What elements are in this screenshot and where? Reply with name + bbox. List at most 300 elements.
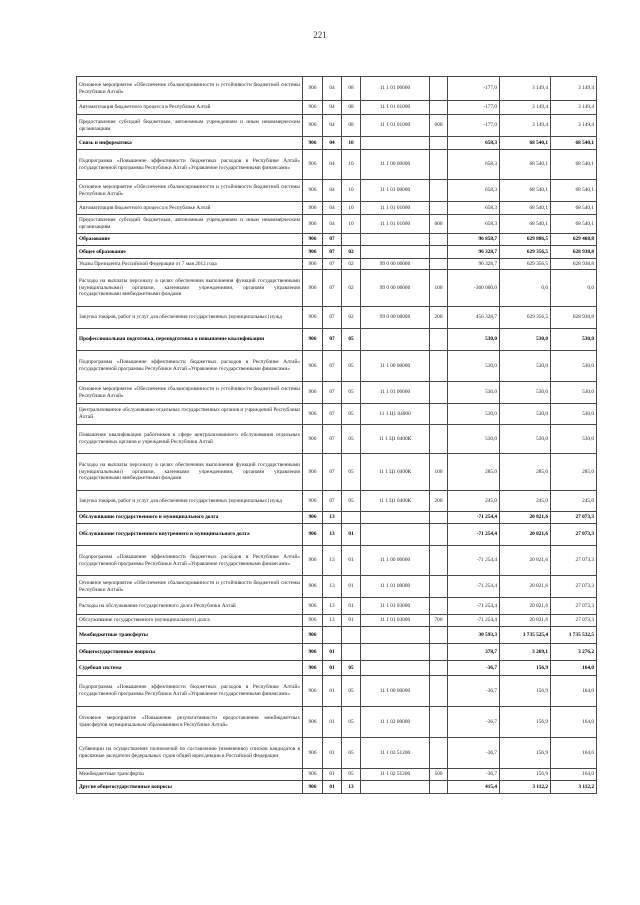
row-subsection-code: 05 bbox=[342, 351, 361, 382]
row-subsection-code: 10 bbox=[342, 137, 361, 150]
row-name: Основное мероприятие «Обеспечение сбалансированности и устойчивости бюджетной системы Республики Алтай» bbox=[77, 180, 303, 202]
row-grbs-code: 906 bbox=[303, 491, 323, 512]
row-target-article-code: 11 1 01 01000 bbox=[361, 115, 430, 137]
row-target-article-code: 11 1 Ц1 0400К bbox=[361, 491, 430, 512]
row-name: Предоставление субсидий бюджетным, автономным учреждениям и иным некоммерческим организациям bbox=[77, 115, 303, 137]
row-subsection-code: 02 bbox=[342, 246, 361, 259]
row-amount-next-year: 629 356,5 bbox=[500, 246, 551, 259]
row-section-code: 04 bbox=[323, 202, 342, 215]
table-row bbox=[77, 546, 597, 576]
row-expense-type-code bbox=[430, 738, 448, 769]
page-number: 221 bbox=[313, 30, 327, 40]
row-subsection-code: 08 bbox=[342, 77, 361, 101]
row-expense-type-code bbox=[430, 644, 448, 661]
row-amount-following-year: 628 938,8 bbox=[551, 246, 597, 259]
row-target-article-code: 11 1 01 01000 bbox=[361, 101, 430, 115]
row-amount-change: 530,0 bbox=[448, 329, 500, 351]
row-name: Автоматизация бюджетного процесса в Республике Алтай bbox=[77, 101, 303, 115]
row-amount-next-year: 68 540,1 bbox=[500, 215, 551, 234]
row-amount-following-year: 27 073,3 bbox=[551, 615, 597, 627]
row-grbs-code: 906 bbox=[303, 150, 323, 180]
row-section-code: 04 bbox=[323, 115, 342, 137]
row-expense-type-code: 100 bbox=[430, 270, 448, 307]
row-amount-next-year: 156,9 bbox=[500, 676, 551, 707]
row-amount-next-year: 20 821,6 bbox=[500, 546, 551, 576]
table-row bbox=[77, 769, 597, 781]
row-name: Предоставление субсидий бюджетным, автономным учреждениям и иным некоммерческим организациям bbox=[77, 215, 303, 234]
row-amount-following-year: 27 073,3 bbox=[551, 512, 597, 524]
row-target-article-code: 11 1 01 01000 bbox=[361, 215, 430, 234]
row-amount-next-year: 68 540,1 bbox=[500, 150, 551, 180]
row-grbs-code: 906 bbox=[303, 234, 323, 246]
row-section-code: 07 bbox=[323, 491, 342, 512]
row-section-code: 04 bbox=[323, 150, 342, 180]
row-expense-type-code bbox=[430, 246, 448, 259]
row-amount-next-year: 285,0 bbox=[500, 454, 551, 491]
row-amount-change: 530,0 bbox=[448, 404, 500, 425]
row-amount-next-year: 629 356,5 bbox=[500, 259, 551, 270]
row-amount-change: -71 254,4 bbox=[448, 598, 500, 615]
row-amount-change: -360 000,0 bbox=[448, 270, 500, 307]
row-section-code: 13 bbox=[323, 615, 342, 627]
row-amount-next-year: 156,9 bbox=[500, 661, 551, 676]
row-subsection-code: 05 bbox=[342, 707, 361, 738]
table-row bbox=[77, 404, 597, 425]
row-name: Расходы на обслуживание государственного долга Республики Алтай bbox=[77, 598, 303, 615]
row-subsection-code: 10 bbox=[342, 150, 361, 180]
row-amount-change: 415,4 bbox=[448, 781, 500, 794]
row-subsection-code bbox=[342, 627, 361, 644]
row-grbs-code: 906 bbox=[303, 615, 323, 627]
row-amount-following-year: 3 149,4 bbox=[551, 115, 597, 137]
row-name: Указы Президента Российской Федерации от 7 мая 2012 года bbox=[77, 259, 303, 270]
row-subsection-code: 05 bbox=[342, 404, 361, 425]
row-grbs-code: 906 bbox=[303, 137, 323, 150]
row-expense-type-code bbox=[430, 425, 448, 454]
row-expense-type-code bbox=[430, 351, 448, 382]
row-section-code: 04 bbox=[323, 101, 342, 115]
row-grbs-code: 906 bbox=[303, 246, 323, 259]
row-grbs-code: 906 bbox=[303, 404, 323, 425]
row-subsection-code: 10 bbox=[342, 215, 361, 234]
row-target-article-code bbox=[361, 512, 430, 524]
row-amount-next-year: 20 821,6 bbox=[500, 598, 551, 615]
row-grbs-code: 906 bbox=[303, 769, 323, 781]
row-section-code: 04 bbox=[323, 77, 342, 101]
row-expense-type-code bbox=[430, 150, 448, 180]
row-amount-following-year: 68 540,1 bbox=[551, 180, 597, 202]
row-name: Другие общегосударственные вопросы bbox=[77, 781, 303, 794]
row-grbs-code: 906 bbox=[303, 329, 323, 351]
table-row bbox=[77, 351, 597, 382]
row-amount-next-year: 3 112,2 bbox=[500, 781, 551, 794]
row-amount-following-year: 27 073,3 bbox=[551, 546, 597, 576]
row-section-code: 13 bbox=[323, 598, 342, 615]
row-amount-change: -71 254,4 bbox=[448, 576, 500, 598]
row-amount-next-year: 68 540,1 bbox=[500, 180, 551, 202]
row-expense-type-code bbox=[430, 101, 448, 115]
row-amount-change: -177,0 bbox=[448, 115, 500, 137]
row-amount-following-year: 530,0 bbox=[551, 382, 597, 404]
row-amount-change: 658,3 bbox=[448, 202, 500, 215]
row-section-code: 01 bbox=[323, 781, 342, 794]
row-name: Расходы на выплаты персоналу в целях обеспечения выполнения функций государственными (муниципальными) органами, казенными учреждениями, органами управления государственными внебюджетными фондами bbox=[77, 454, 303, 491]
row-grbs-code: 906 bbox=[303, 454, 323, 491]
row-name: Межбюджетные трансферты bbox=[77, 627, 303, 644]
row-section-code: 07 bbox=[323, 454, 342, 491]
table-row bbox=[77, 215, 597, 234]
row-grbs-code: 906 bbox=[303, 661, 323, 676]
row-amount-change: 530,0 bbox=[448, 351, 500, 382]
row-target-article-code: 11 1 02 51200 bbox=[361, 738, 430, 769]
row-grbs-code: 906 bbox=[303, 738, 323, 769]
row-amount-change: 245,0 bbox=[448, 491, 500, 512]
row-section-code: 13 bbox=[323, 546, 342, 576]
row-expense-type-code bbox=[430, 707, 448, 738]
row-name: Закупка товаров, работ и услуг для обеспечения государственных (муниципальных) нужд bbox=[77, 307, 303, 329]
row-expense-type-code: 600 bbox=[430, 115, 448, 137]
row-section-code: 13 bbox=[323, 576, 342, 598]
row-amount-following-year: 164,0 bbox=[551, 769, 597, 781]
row-subsection-code: 01 bbox=[342, 524, 361, 546]
row-subsection-code: 05 bbox=[342, 769, 361, 781]
table-row bbox=[77, 661, 597, 676]
row-subsection-code: 05 bbox=[342, 382, 361, 404]
row-target-article-code: 11 1 Ц1 04000 bbox=[361, 404, 430, 425]
row-name: Подпрограмма «Повышение эффективности бюджетных расходов в Республике Алтай» государственной программы Республики Алтай «Управление государственными финансами» bbox=[77, 351, 303, 382]
row-expense-type-code bbox=[430, 598, 448, 615]
row-expense-type-code bbox=[430, 329, 448, 351]
table-row bbox=[77, 707, 597, 738]
row-name: Обслуживание государственного (муниципального) долга bbox=[77, 615, 303, 627]
row-amount-next-year: 3 149,4 bbox=[500, 115, 551, 137]
table-row bbox=[77, 491, 597, 512]
row-subsection-code: 05 bbox=[342, 661, 361, 676]
row-amount-following-year: 27 073,3 bbox=[551, 524, 597, 546]
row-expense-type-code bbox=[430, 137, 448, 150]
row-section-code: 01 bbox=[323, 738, 342, 769]
table-row bbox=[77, 738, 597, 769]
row-amount-following-year: 245,0 bbox=[551, 491, 597, 512]
row-amount-next-year: 629 886,5 bbox=[500, 234, 551, 246]
row-target-article-code: 99 0 00 00000 bbox=[361, 307, 430, 329]
row-target-article-code: 11 1 00 00000 bbox=[361, 150, 430, 180]
row-subsection-code: 05 bbox=[342, 329, 361, 351]
row-amount-change: 658,3 bbox=[448, 215, 500, 234]
table-row bbox=[77, 425, 597, 454]
row-subsection-code: 10 bbox=[342, 180, 361, 202]
row-amount-change: -71 254,4 bbox=[448, 615, 500, 627]
row-amount-following-year: 164,0 bbox=[551, 676, 597, 707]
row-target-article-code: 11 1 00 00000 bbox=[361, 676, 430, 707]
row-amount-change: -71 254,4 bbox=[448, 546, 500, 576]
table-row bbox=[77, 454, 597, 491]
row-amount-following-year: 164,0 bbox=[551, 661, 597, 676]
row-target-article-code bbox=[361, 524, 430, 546]
row-name: Закупка товаров, работ и услуг для обеспечения государственных (муниципальных) нужд bbox=[77, 491, 303, 512]
table-row bbox=[77, 627, 597, 644]
row-amount-change: -71 254,4 bbox=[448, 512, 500, 524]
row-amount-next-year: 68 540,1 bbox=[500, 137, 551, 150]
row-amount-following-year: 68 540,1 bbox=[551, 150, 597, 180]
row-amount-following-year: 27 073,3 bbox=[551, 598, 597, 615]
row-expense-type-code bbox=[430, 77, 448, 101]
row-target-article-code: 11 1 02 51200 bbox=[361, 769, 430, 781]
row-amount-following-year: 530,0 bbox=[551, 329, 597, 351]
row-section-code: 07 bbox=[323, 382, 342, 404]
row-target-article-code: 11 1 01 00000 bbox=[361, 576, 430, 598]
row-subsection-code: 08 bbox=[342, 101, 361, 115]
table-row bbox=[77, 180, 597, 202]
row-target-article-code: 99 0 00 00000 bbox=[361, 259, 430, 270]
row-grbs-code: 906 bbox=[303, 512, 323, 524]
row-section-code: 07 bbox=[323, 329, 342, 351]
row-section-code: 07 bbox=[323, 351, 342, 382]
row-amount-following-year: 3 149,4 bbox=[551, 77, 597, 101]
row-amount-following-year: 285,0 bbox=[551, 454, 597, 491]
row-name: Основное мероприятие «Обеспечение сбалансированности и устойчивости бюджетной системы Республики Алтай» bbox=[77, 382, 303, 404]
row-amount-next-year: 20 821,6 bbox=[500, 524, 551, 546]
row-amount-change: 96 328,7 bbox=[448, 259, 500, 270]
row-amount-next-year: 245,0 bbox=[500, 491, 551, 512]
row-amount-following-year: 628 938,8 bbox=[551, 307, 597, 329]
row-subsection-code: 01 bbox=[342, 576, 361, 598]
table-row bbox=[77, 202, 597, 215]
table-row bbox=[77, 382, 597, 404]
row-subsection-code: 05 bbox=[342, 491, 361, 512]
row-subsection-code: 02 bbox=[342, 270, 361, 307]
row-expense-type-code bbox=[430, 234, 448, 246]
row-target-article-code bbox=[361, 781, 430, 794]
row-name: Обслуживание государственного и муниципального долга bbox=[77, 512, 303, 524]
table-row bbox=[77, 101, 597, 115]
row-amount-next-year: 156,9 bbox=[500, 707, 551, 738]
row-name: Общее образование bbox=[77, 246, 303, 259]
row-section-code: 01 bbox=[323, 644, 342, 661]
row-amount-change: 456 328,7 bbox=[448, 307, 500, 329]
row-amount-change: -36,7 bbox=[448, 676, 500, 707]
row-amount-following-year: 27 073,3 bbox=[551, 576, 597, 598]
row-amount-next-year: 20 821,6 bbox=[500, 576, 551, 598]
row-grbs-code: 906 bbox=[303, 77, 323, 101]
row-name: Повышение квалификации работников в сфере централизованного обслуживания отдельных государственных органов и учреждений Республики Алтай bbox=[77, 425, 303, 454]
row-amount-change: -177,0 bbox=[448, 101, 500, 115]
row-target-article-code bbox=[361, 246, 430, 259]
row-target-article-code bbox=[361, 661, 430, 676]
row-grbs-code: 906 bbox=[303, 546, 323, 576]
row-amount-next-year: 156,9 bbox=[500, 738, 551, 769]
row-grbs-code: 906 bbox=[303, 707, 323, 738]
row-section-code: 13 bbox=[323, 524, 342, 546]
row-amount-next-year: 3 149,4 bbox=[500, 77, 551, 101]
row-section-code: 07 bbox=[323, 270, 342, 307]
row-target-article-code: 11 1 02 00000 bbox=[361, 707, 430, 738]
row-amount-following-year: 530,0 bbox=[551, 425, 597, 454]
row-amount-next-year: 1 735 525,4 bbox=[500, 627, 551, 644]
row-expense-type-code bbox=[430, 404, 448, 425]
row-amount-change: 96 858,7 bbox=[448, 234, 500, 246]
row-name: Основное мероприятие «Обеспечение сбалансированности и устойчивости бюджетной системы Республики Алтай» bbox=[77, 576, 303, 598]
row-expense-type-code bbox=[430, 382, 448, 404]
row-expense-type-code: 700 bbox=[430, 615, 448, 627]
row-name: Профессиональная подготовка, переподготовка и повышение квалификации bbox=[77, 329, 303, 351]
row-section-code: 01 bbox=[323, 676, 342, 707]
row-expense-type-code bbox=[430, 202, 448, 215]
row-amount-following-year: 629 468,8 bbox=[551, 234, 597, 246]
row-amount-following-year: 0,0 bbox=[551, 270, 597, 307]
table-row bbox=[77, 576, 597, 598]
row-subsection-code bbox=[342, 234, 361, 246]
row-amount-next-year: 530,0 bbox=[500, 404, 551, 425]
row-amount-change: -177,0 bbox=[448, 77, 500, 101]
table-row bbox=[77, 270, 597, 307]
row-amount-change: 658,3 bbox=[448, 150, 500, 180]
row-target-article-code: 99 0 00 00000 bbox=[361, 270, 430, 307]
row-amount-following-year: 3 276,2 bbox=[551, 644, 597, 661]
row-section-code: 07 bbox=[323, 404, 342, 425]
row-amount-change: -71 254,4 bbox=[448, 524, 500, 546]
row-grbs-code: 906 bbox=[303, 598, 323, 615]
row-amount-next-year: 530,0 bbox=[500, 425, 551, 454]
row-expense-type-code bbox=[430, 524, 448, 546]
row-amount-following-year: 3 112,2 bbox=[551, 781, 597, 794]
row-subsection-code: 05 bbox=[342, 676, 361, 707]
row-expense-type-code bbox=[430, 512, 448, 524]
row-grbs-code: 906 bbox=[303, 307, 323, 329]
row-name: Основное мероприятие «Обеспечение сбалансированности и устойчивости бюджетной системы Республики Алтай» bbox=[77, 77, 303, 101]
row-amount-change: -36,7 bbox=[448, 707, 500, 738]
row-expense-type-code: 500 bbox=[430, 769, 448, 781]
row-target-article-code: 11 1 01 03000 bbox=[361, 615, 430, 627]
row-grbs-code: 906 bbox=[303, 524, 323, 546]
row-amount-next-year: 20 821,6 bbox=[500, 615, 551, 627]
row-amount-next-year: 3 269,1 bbox=[500, 644, 551, 661]
row-section-code: 04 bbox=[323, 137, 342, 150]
row-target-article-code bbox=[361, 137, 430, 150]
row-grbs-code: 906 bbox=[303, 115, 323, 137]
row-amount-next-year: 530,0 bbox=[500, 329, 551, 351]
row-name: Подпрограмма «Повышение эффективности бюджетных расходов в Республике Алтай» государственной программы Республики Алтай «Управление государственными финансами» bbox=[77, 676, 303, 707]
table-row bbox=[77, 781, 597, 794]
row-subsection-code: 10 bbox=[342, 202, 361, 215]
row-grbs-code: 906 bbox=[303, 676, 323, 707]
row-grbs-code: 906 bbox=[303, 215, 323, 234]
table-row bbox=[77, 77, 597, 101]
row-expense-type-code bbox=[430, 259, 448, 270]
row-amount-following-year: 530,0 bbox=[551, 351, 597, 382]
row-amount-following-year: 68 540,1 bbox=[551, 202, 597, 215]
row-grbs-code: 906 bbox=[303, 101, 323, 115]
row-name: Централизованное обслуживание отдельных государственных органов и учреждений Республики Алтай bbox=[77, 404, 303, 425]
row-name: Основное мероприятие «Повышение результативности предоставления межбюджетных трансфертов муниципальным образованиям в Республике Алтай» bbox=[77, 707, 303, 738]
row-name: Судебная система bbox=[77, 661, 303, 676]
table-row bbox=[77, 598, 597, 615]
row-target-article-code bbox=[361, 329, 430, 351]
row-section-code: 04 bbox=[323, 180, 342, 202]
table-row bbox=[77, 615, 597, 627]
row-amount-next-year: 156,9 bbox=[500, 769, 551, 781]
table-row bbox=[77, 676, 597, 707]
row-target-article-code: 11 1 00 00000 bbox=[361, 546, 430, 576]
table-row bbox=[77, 234, 597, 246]
row-name: Подпрограмма «Повышение эффективности бюджетных расходов в Республике Алтай» государственной программы Республики Алтай «Управление государственными финансами» bbox=[77, 546, 303, 576]
row-section-code: 07 bbox=[323, 307, 342, 329]
row-grbs-code: 906 bbox=[303, 382, 323, 404]
table-row bbox=[77, 329, 597, 351]
row-amount-next-year: 3 149,4 bbox=[500, 101, 551, 115]
row-subsection-code: 05 bbox=[342, 425, 361, 454]
row-amount-change: -36,7 bbox=[448, 661, 500, 676]
row-name: Связь и информатика bbox=[77, 137, 303, 150]
row-section-code: 01 bbox=[323, 707, 342, 738]
table-row bbox=[77, 115, 597, 137]
row-target-article-code: 11 1 Ц1 0400К bbox=[361, 425, 430, 454]
row-section-code: 07 bbox=[323, 234, 342, 246]
row-section-code: 04 bbox=[323, 215, 342, 234]
row-name: Расходы на выплаты персоналу в целях обеспечения выполнения функций государственными (муниципальными) органами, казенными учреждениями, органами управления государственными внебюджетными фондами bbox=[77, 270, 303, 307]
table-row bbox=[77, 259, 597, 270]
row-amount-following-year: 1 735 532,5 bbox=[551, 627, 597, 644]
row-section-code: 07 bbox=[323, 425, 342, 454]
row-amount-next-year: 20 821,6 bbox=[500, 512, 551, 524]
row-amount-following-year: 68 540,1 bbox=[551, 215, 597, 234]
row-grbs-code: 906 bbox=[303, 627, 323, 644]
row-amount-following-year: 530,0 bbox=[551, 404, 597, 425]
row-amount-next-year: 530,0 bbox=[500, 351, 551, 382]
row-target-article-code bbox=[361, 627, 430, 644]
row-section-code: 13 bbox=[323, 512, 342, 524]
row-name: Подпрограмма «Повышение эффективности бюджетных расходов в Республике Алтай» государственной программы Республики Алтай «Управление государственными финансами» bbox=[77, 150, 303, 180]
row-target-article-code: 11 1 01 03000 bbox=[361, 598, 430, 615]
row-amount-change: -36,7 bbox=[448, 738, 500, 769]
row-name: Обслуживание государственного внутреннего и муниципального долга bbox=[77, 524, 303, 546]
row-expense-type-code bbox=[430, 661, 448, 676]
row-name: Автоматизация бюджетного процесса в Республике Алтай bbox=[77, 202, 303, 215]
row-grbs-code: 906 bbox=[303, 259, 323, 270]
row-target-article-code: 11 1 01 00000 bbox=[361, 382, 430, 404]
row-subsection-code bbox=[342, 512, 361, 524]
row-target-article-code bbox=[361, 644, 430, 661]
table-row bbox=[77, 524, 597, 546]
row-expense-type-code bbox=[430, 546, 448, 576]
row-section-code: 01 bbox=[323, 661, 342, 676]
row-expense-type-code: 600 bbox=[430, 215, 448, 234]
row-amount-following-year: 164,0 bbox=[551, 738, 597, 769]
row-expense-type-code: 200 bbox=[430, 307, 448, 329]
table-row bbox=[77, 307, 597, 329]
table-row bbox=[77, 150, 597, 180]
row-target-article-code: 11 1 01 01000 bbox=[361, 202, 430, 215]
budget-table bbox=[76, 76, 597, 794]
row-amount-change: 658,3 bbox=[448, 180, 500, 202]
table-row bbox=[77, 137, 597, 150]
row-amount-change: 530,0 bbox=[448, 425, 500, 454]
row-expense-type-code bbox=[430, 576, 448, 598]
row-grbs-code: 906 bbox=[303, 576, 323, 598]
row-amount-next-year: 530,0 bbox=[500, 382, 551, 404]
row-amount-change: 96 328,7 bbox=[448, 246, 500, 259]
row-amount-next-year: 68 540,1 bbox=[500, 202, 551, 215]
budget-table-body bbox=[77, 77, 597, 794]
row-subsection-code: 05 bbox=[342, 454, 361, 491]
row-amount-change: 285,0 bbox=[448, 454, 500, 491]
row-name: Субвенции на осуществление полномочий по составлению (изменению) списков кандидатов в присяжные заседатели федеральных судов общей юрисдикции в Российской Федерации bbox=[77, 738, 303, 769]
row-subsection-code bbox=[342, 644, 361, 661]
row-grbs-code: 906 bbox=[303, 270, 323, 307]
row-subsection-code: 02 bbox=[342, 259, 361, 270]
row-section-code: 07 bbox=[323, 259, 342, 270]
row-amount-change: 30 593,3 bbox=[448, 627, 500, 644]
